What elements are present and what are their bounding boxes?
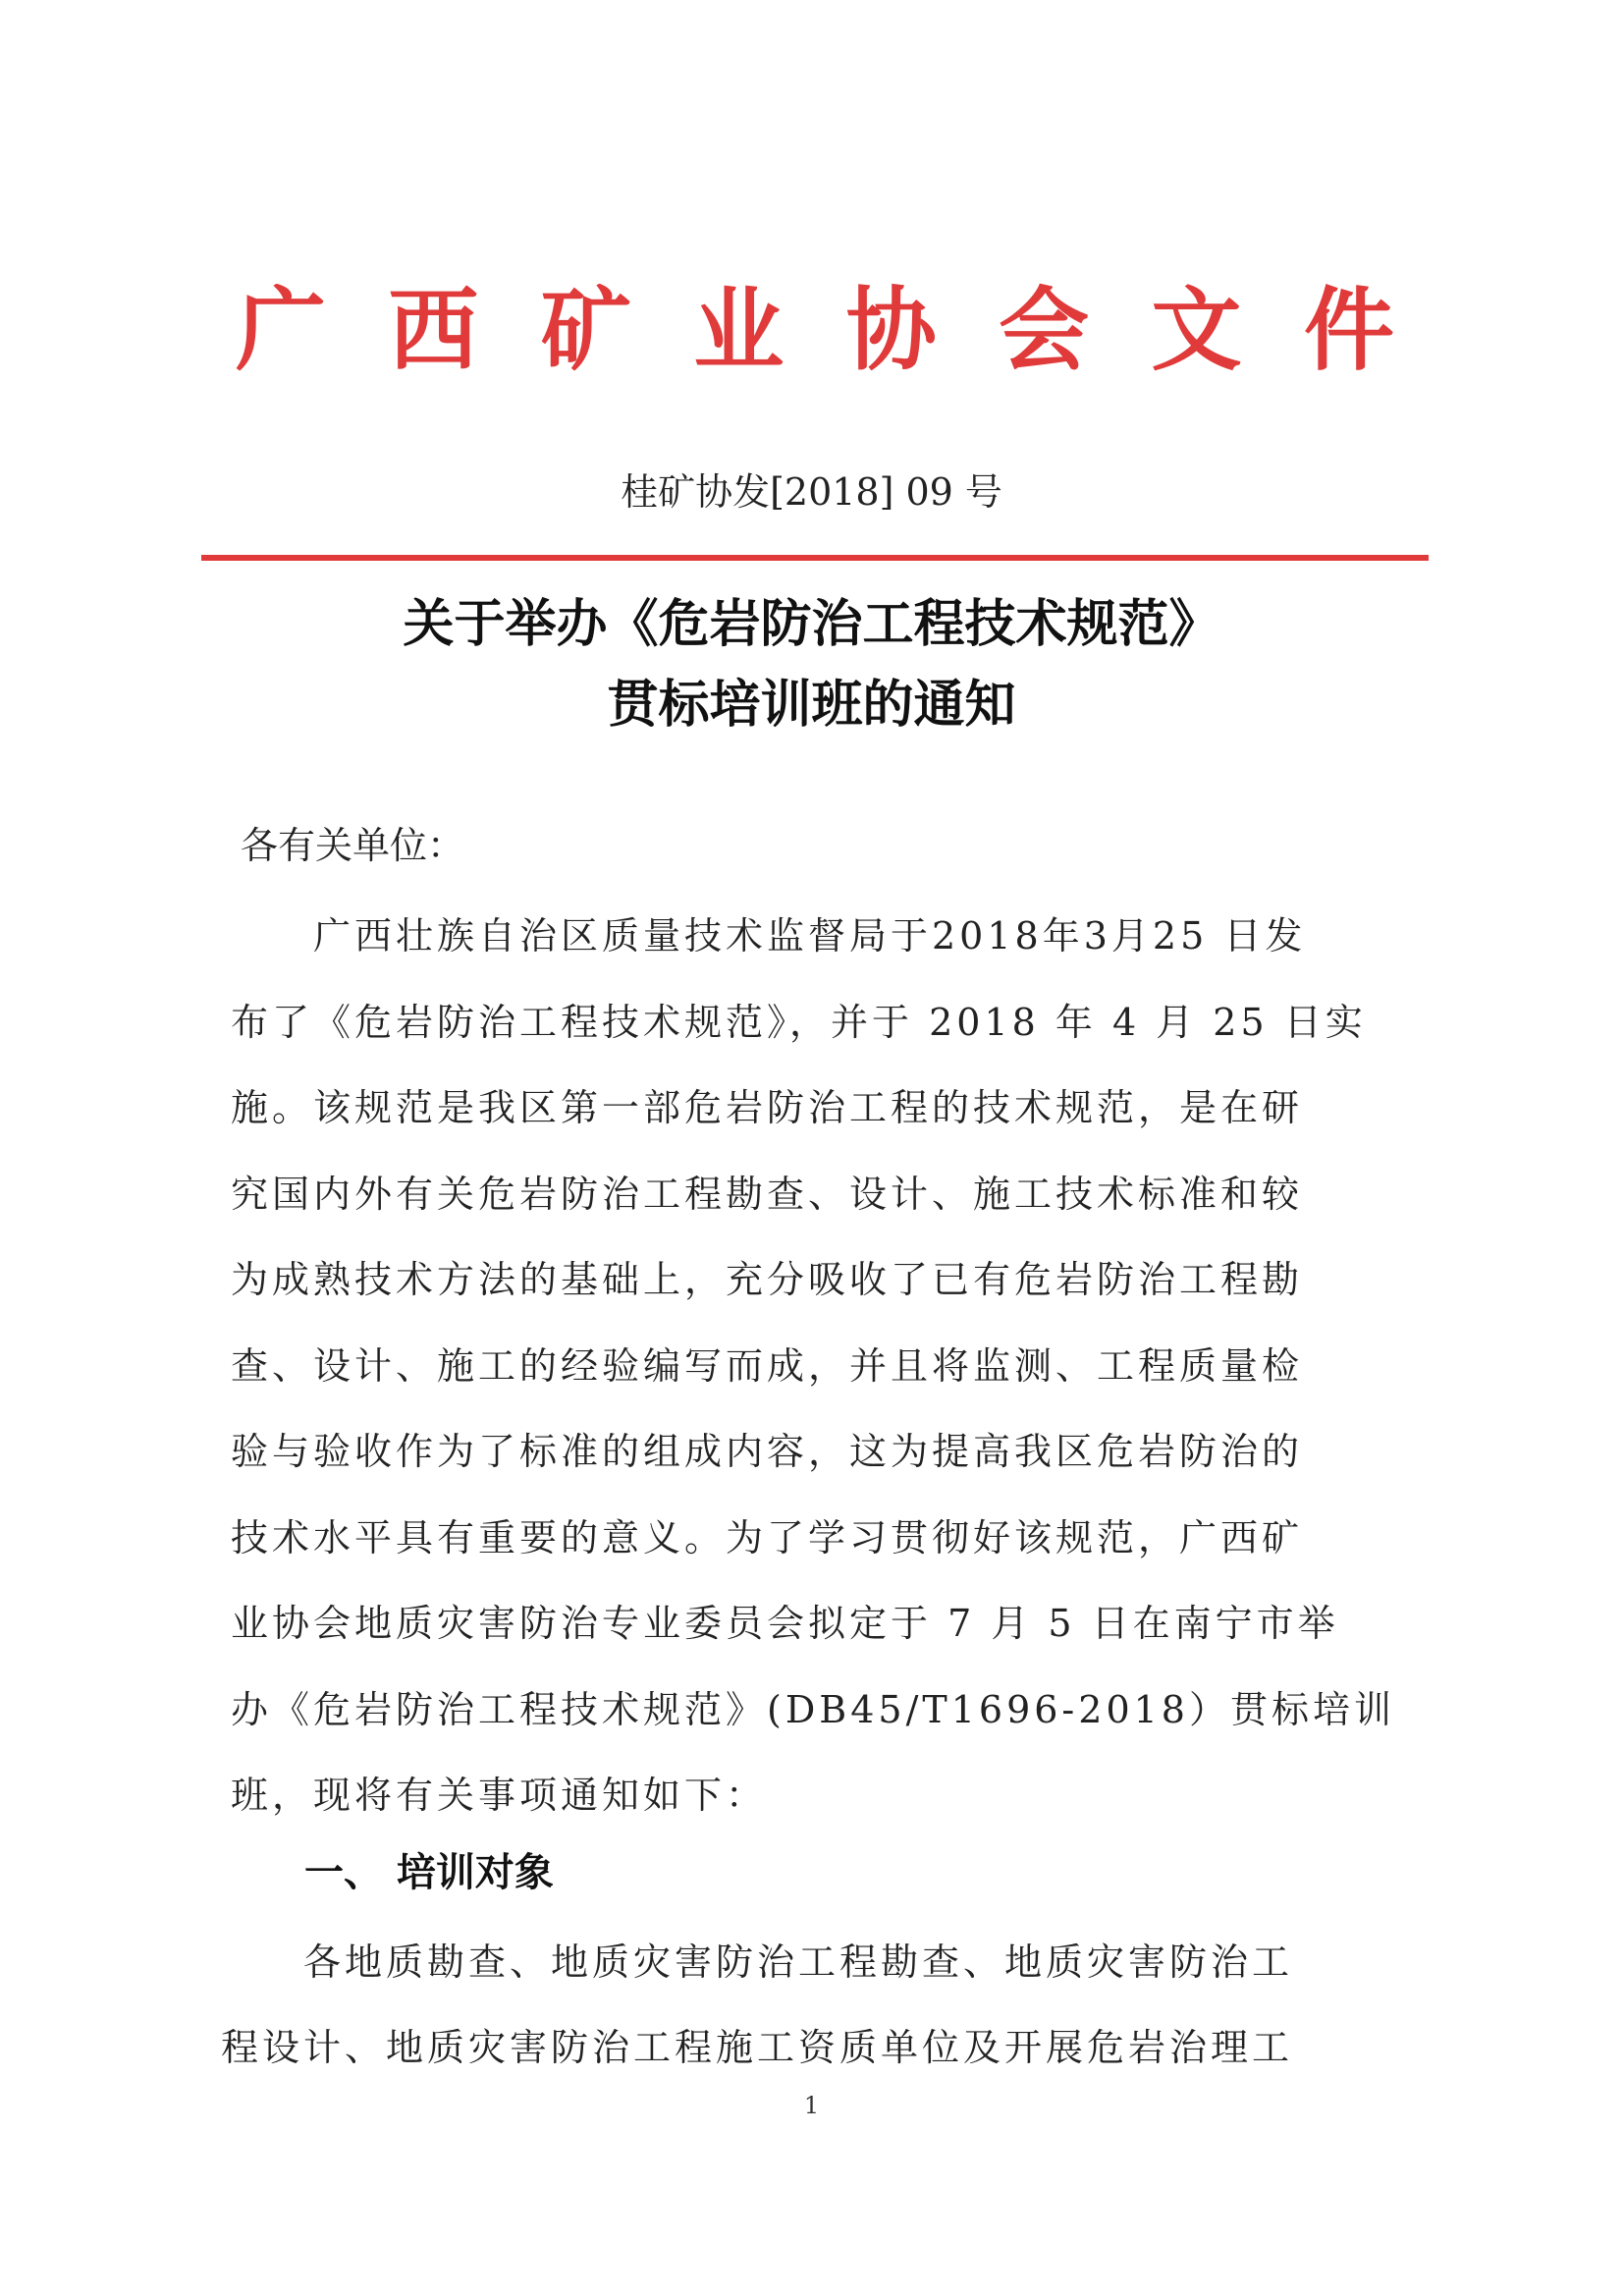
org-header <box>236 277 1394 383</box>
salutation: 各有关单位： <box>241 824 465 867</box>
org-header-char: 广 <box>236 277 327 383</box>
body-line: 验与验收作为了标准的组成内容，这为提高我区危岩防治的 <box>231 1430 1304 1473</box>
org-header-char: 矿 <box>540 277 631 383</box>
org-header-char: 文 <box>1151 277 1242 383</box>
body-line: 程设计、地质灾害防治工程施工资质单位及开展危岩治理工 <box>221 2026 1294 2069</box>
title-line-1: 关于举办《危岩防治工程技术规范》 <box>403 595 1220 654</box>
body-line: 各地质勘查、地质灾害防治工程勘查、地质灾害防治工 <box>221 1941 1294 1984</box>
page-number: 1 <box>803 2092 820 2119</box>
body-line: 为成熟技术方法的基础上，充分吸收了已有危岩防治工程勘 <box>231 1258 1304 1301</box>
body-line: 查、设计、施工的经验编写而成，并且将监测、工程质量检 <box>231 1343 1304 1388</box>
body-line: 施。该规范是我区第一部危岩防治工程的技术规范，是在研 <box>231 1086 1304 1129</box>
document-number: 桂矿协发[2018] 09 号 <box>621 470 1002 514</box>
body-line: 技术水平具有重要的意义。为了学习贯彻好该规范，广西矿 <box>231 1515 1304 1559</box>
body-line: 究国内外有关危岩防治工程勘查、设计、施工技术标准和较 <box>231 1172 1304 1216</box>
red-divider <box>201 555 1429 561</box>
org-header-char: 件 <box>1303 277 1394 383</box>
body-line: 布了《危岩防治工程技术规范》，并于 2018 年 4 月 25 日实 <box>231 1000 1367 1044</box>
title-line-2: 贯标培训班的通知 <box>607 676 1016 735</box>
section-heading: 一、 培训对象 <box>304 1850 554 1895</box>
document-title <box>0 584 1623 745</box>
org-header-char: 会 <box>999 277 1090 383</box>
org-header-char: 协 <box>845 277 937 383</box>
org-header-char: 西 <box>388 277 479 383</box>
section-paragraph <box>221 1920 1370 2091</box>
body-line: 办《危岩防治工程技术规范》(DB45/T1696-2018）贯标培训 <box>231 1687 1395 1731</box>
body-line: 班，现将有关事项通知如下： <box>231 1774 768 1817</box>
body-line: 业协会地质灾害防治专业委员会拟定于 7 月 5 日在南宁市举 <box>231 1602 1339 1645</box>
org-header-char: 业 <box>693 277 784 383</box>
body-paragraph <box>231 894 1395 1839</box>
body-line: 广西壮族自治区质量技术监督局于2018年3月25 日发 <box>231 914 1307 957</box>
